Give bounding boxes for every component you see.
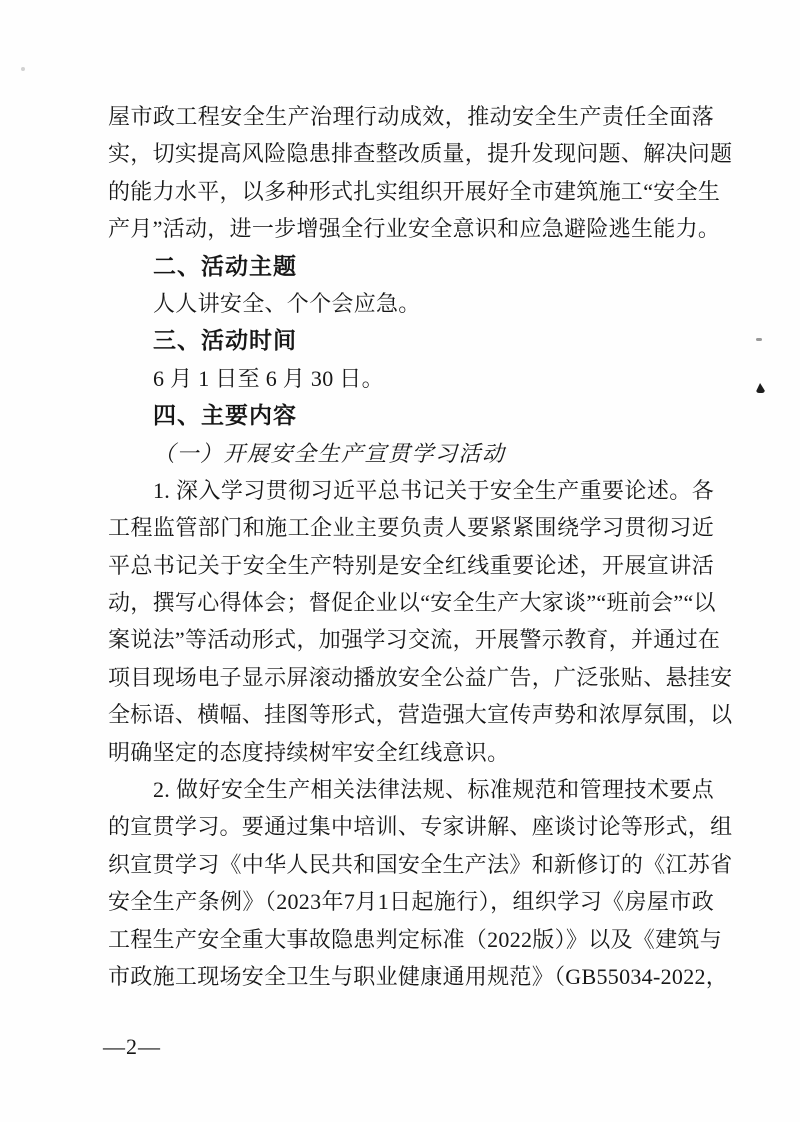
activity-theme-text: 人人讲安全、个个会应急。 xyxy=(153,290,421,316)
para-intro-line-2: 实，切实提高风险隐患排查整改质量，提升发现问题、解决问题 xyxy=(108,141,733,167)
para-item1-line-3: 平总书记关于安全生产特别是安全红线重要论述，开展宣讲活 xyxy=(108,552,714,578)
para-intro-line-4: 产月”活动，进一步增强全行业安全意识和应急避险逃生能力。 xyxy=(108,216,721,242)
scan-speck-faint xyxy=(756,338,762,341)
subheading-publicity-learning: （一）开展安全生产宣贯学习活动 xyxy=(153,440,506,466)
heading-main-content: 四、主要内容 xyxy=(153,402,297,429)
para-intro-line-1: 屋市政工程安全生产治理行动成效，推动安全生产责任全面落 xyxy=(108,104,714,129)
page-number: —2— xyxy=(103,1034,161,1059)
para-item1-line-5: 案说法”等活动形式，加强学习交流，开展警示教育，并通过在 xyxy=(108,627,721,653)
para-item1-line-6: 项目现场电子显示屏滚动播放安全公益广告，广泛张贴、悬挂安 xyxy=(108,664,733,690)
para-item2-line-1: 2. 做好安全生产相关法律法规、标准规范和管理技术要点 xyxy=(153,777,714,803)
para-item2-line-5: 工程生产安全重大事故隐患判定标准（2022版）》以及《建筑与 xyxy=(108,926,723,952)
scan-speck-light xyxy=(21,67,25,71)
para-item1-line-7: 全标语、横幅、挂图等形式，营造强大宣传声势和浓厚氛围，以 xyxy=(108,702,733,728)
para-item1-line-8: 明确坚定的态度持续树牢安全红线意识。 xyxy=(108,739,510,765)
para-item2-line-4: 安全生产条例》（2023年7月1日起施行），组织学习《房屋市政 xyxy=(108,889,714,915)
para-item1-line-4: 动，撰写心得体会；督促企业以“安全生产大家谈”“班前会”“以 xyxy=(108,590,716,616)
document-body xyxy=(108,98,733,995)
para-item2-line-6: 市政施工现场安全卫生与职业健康通用规范》（GB55034-2022， xyxy=(108,963,729,989)
heading-activity-theme: 二、活动主题 xyxy=(153,252,297,279)
activity-time-text: 6 月 1 日至 6 月 30 日。 xyxy=(153,365,384,391)
para-item2-line-3: 织宣贯学习《中华人民共和国安全生产法》和新修订的《江苏省 xyxy=(108,851,733,877)
scan-speck-dark xyxy=(756,383,765,393)
para-intro-line-3: 的能力水平，以多种形式扎实组织开展好全市建筑施工“安全生 xyxy=(108,178,721,204)
para-item1-line-2: 工程监管部门和施工企业主要负责人要紧紧围绕学习贯彻习近 xyxy=(108,515,714,541)
heading-activity-time: 三、活动时间 xyxy=(153,327,297,354)
para-item2-line-2: 的宣贯学习。要通过集中培训、专家讲解、座谈讨论等形式，组 xyxy=(108,814,733,840)
para-item1-line-1: 1. 深入学习贯彻习近平总书记关于安全生产重要论述。各 xyxy=(153,477,714,503)
